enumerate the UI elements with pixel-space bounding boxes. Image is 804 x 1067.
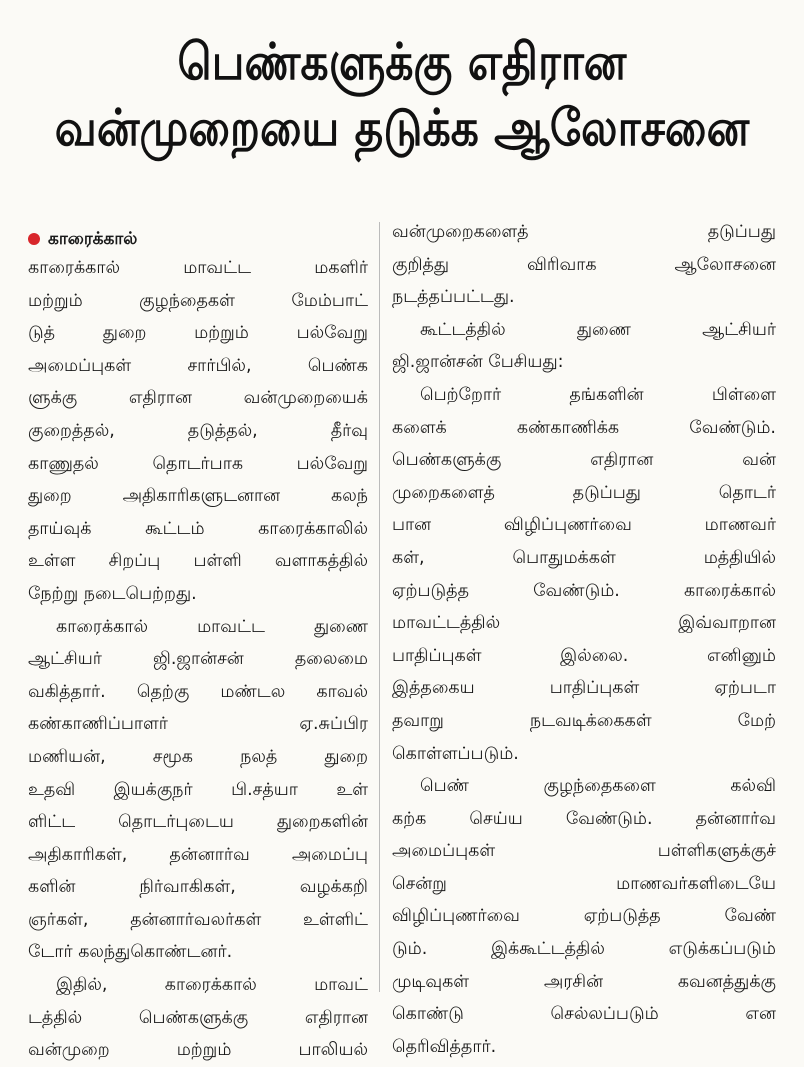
right-line: அமைப்புகள் பள்ளிகளுக்குச் — [392, 841, 776, 862]
right-line: பான விழிப்புணர்வை மாணவர் — [392, 515, 776, 536]
right-line: முறைகளைத் தடுப்பது தொடர் — [392, 482, 776, 503]
left-line: கண்காணிப்பாளர் ஏ.சுப்பிர — [28, 714, 368, 735]
headline-line-1: பெண்களுக்கு எதிரான — [177, 33, 627, 92]
right-line: மாவட்டத்தில் இவ்வாறான — [392, 613, 776, 634]
right-line: கொள்ளப்படும். — [392, 743, 519, 764]
left-line: ஞர்கள், தன்னார்வலர்கள் உள்ளிட் — [28, 909, 368, 930]
right-line: பாதிப்புகள் இல்லை. எனினும் — [392, 645, 776, 666]
bullet-dot-icon — [28, 233, 40, 245]
left-line: வகித்தார். தெற்கு மண்டல காவல் — [28, 681, 368, 702]
headline — [0, 30, 804, 162]
column-divider — [379, 222, 380, 992]
left-line: உதவி இயக்குநர் பி.சத்யா உள் — [28, 779, 368, 800]
headline-line-2: வன்முறையை தடுக்க ஆலோசனை — [54, 99, 750, 158]
right-line: டும். இக்கூட்டத்தில் எடுக்கப்படும் — [392, 939, 776, 960]
right-line: களைக் கண்காணிக்க வேண்டும். — [392, 417, 776, 438]
left-line: அதிகாரிகள், தன்னார்வ அமைப்பு — [28, 844, 368, 865]
left-line: காரைக்கால் மாவட்ட துணை — [56, 616, 368, 637]
left-line: மணியன், சமூக நலத் துறை — [28, 746, 368, 767]
right-line: தெரிவித்தார். — [392, 1036, 497, 1057]
right-line: நடத்தப்பட்டது. — [392, 287, 515, 308]
left-line: களின் நிர்வாகிகள், வழக்கறி — [28, 877, 368, 898]
right-line: பெண் குழந்தைகளை கல்வி — [420, 776, 776, 797]
left-line: வன்முறை மற்றும் பாலியல் — [28, 1040, 368, 1061]
left-line: தாய்வுக் கூட்டம் காரைக்காலில் — [28, 518, 368, 539]
right-line: கூட்டத்தில் துணை ஆட்சியர் — [420, 319, 776, 340]
right-line: இத்தகைய பாதிப்புகள் ஏற்படா — [392, 678, 776, 699]
left-line: துறை அதிகாரிகளுடனான கலந் — [28, 486, 368, 507]
right-line: தவாறு நடவடிக்கைகள் மேற் — [392, 710, 776, 731]
right-column — [392, 216, 776, 1063]
right-line: பெற்றோர் தங்களின் பிள்ளை — [420, 384, 776, 405]
dateline-text: காரைக்கால் — [48, 229, 138, 249]
left-line: டோர் கலந்துகொண்டனர். — [28, 942, 233, 963]
left-line: காரைக்கால் மாவட்ட மகளிர் — [28, 258, 368, 278]
right-line: கொண்டு செல்லப்படும் என — [392, 1004, 776, 1025]
left-line: ஆட்சியர் ஜி.ஜான்சன் தலைமை — [28, 649, 368, 670]
left-line: ளுக்கு எதிரான வன்முறையைக் — [28, 388, 368, 409]
right-line: கள், பொதுமக்கள் மத்தியில் — [392, 547, 776, 568]
right-line: ஜி.ஜான்சன் பேசியது: — [392, 352, 564, 373]
right-line: முடிவுகள் அரசின் கவனத்துக்கு — [392, 971, 776, 992]
left-line: நேற்று நடைபெற்றது. — [28, 583, 197, 604]
left-line: இதில், காரைக்கால் மாவட் — [56, 975, 368, 996]
right-line: பெண்களுக்கு எதிரான வன் — [392, 450, 776, 471]
right-line: விழிப்புணர்வை ஏற்படுத்த வேண் — [392, 906, 776, 927]
right-line: வன்முறைகளைத் தடுப்பது — [392, 222, 776, 242]
left-line: அமைப்புகள் சார்பில், பெண்க — [28, 355, 368, 376]
left-line: ளிட்ட தொடர்புடைய துறைகளின் — [28, 812, 368, 833]
left-line: காணுதல் தொடர்பாக பல்வேறு — [28, 453, 368, 474]
right-line: குறித்து விரிவாக ஆலோசனை — [392, 254, 776, 275]
left-line: குறைத்தல், தடுத்தல், தீர்வு — [28, 420, 368, 441]
left-column — [28, 226, 368, 1067]
left-line: டத்தில் பெண்களுக்கு எதிரான — [28, 1007, 368, 1028]
right-line: ஏற்படுத்த வேண்டும். காரைக்கால் — [392, 580, 776, 601]
left-line: மற்றும் குழந்தைகள் மேம்பாட் — [28, 290, 368, 311]
left-line: டுத் துறை மற்றும் பல்வேறு — [28, 323, 368, 344]
right-line: கற்க செய்ய வேண்டும். தன்னார்வ — [392, 808, 776, 829]
right-line: சென்று மாணவர்களிடையே — [392, 873, 776, 894]
dateline — [28, 226, 368, 252]
left-line: உள்ள சிறப்பு பள்ளி வளாகத்தில் — [28, 551, 368, 572]
